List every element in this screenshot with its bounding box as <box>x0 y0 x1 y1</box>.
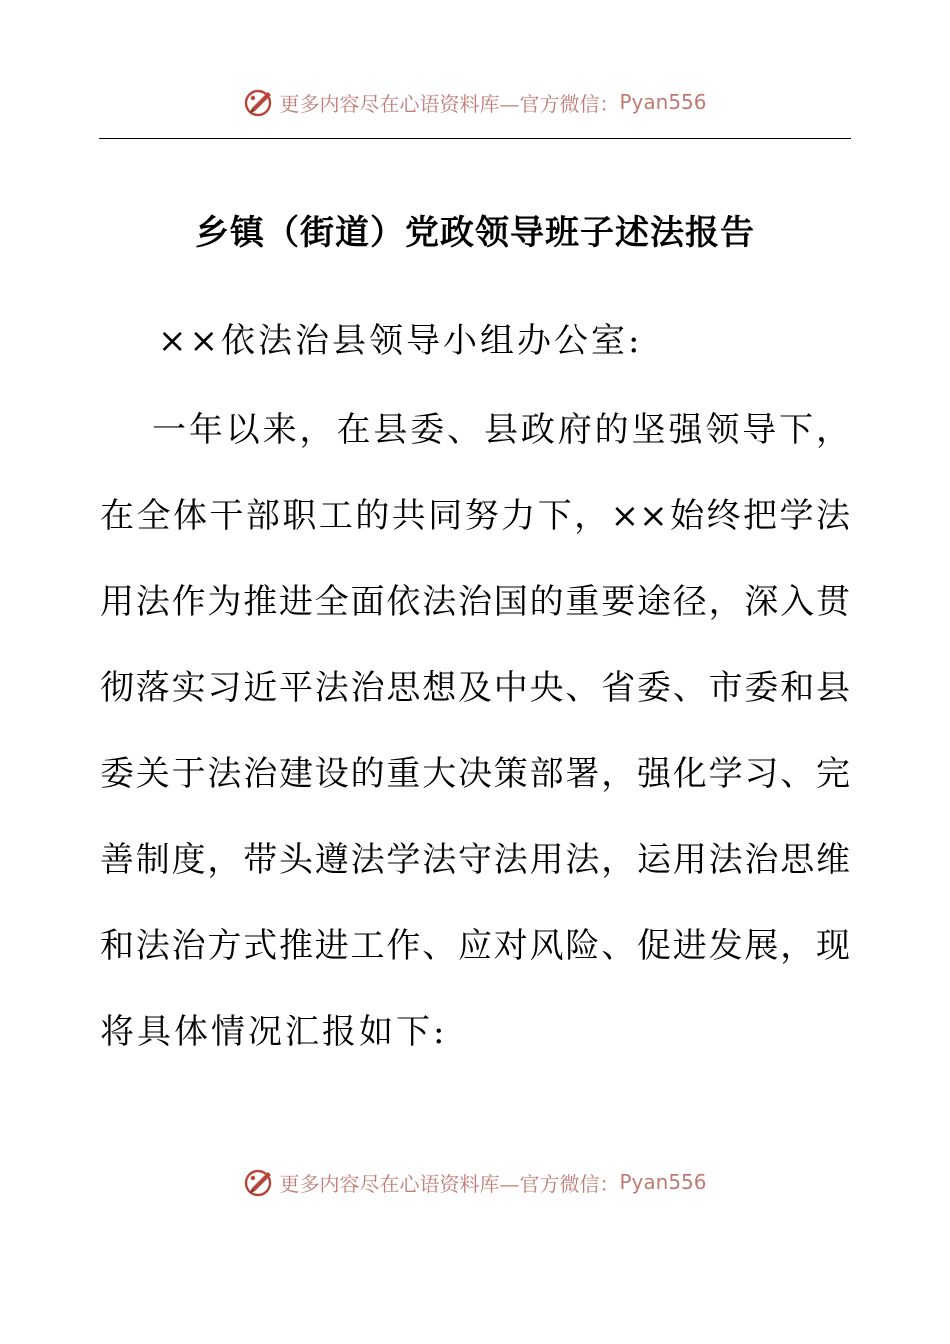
watermark-text: 更多内容尽在心语资料库—官方微信： <box>279 91 620 116</box>
body-line: 用法作为推进全面依法治国的重要途径，深入贯 <box>100 582 850 622</box>
body-line: 彻落实习近平法治思想及中央、省委、市委和县 <box>100 668 850 708</box>
body-line: 一年以来，在县委、县政府的坚强领导下， <box>152 410 850 450</box>
body-paragraph <box>100 387 850 1075</box>
watermark-wechat-id: Pyan556 <box>619 1170 707 1194</box>
body-line: 善制度，带头遵法学法守法用法，运用法治思维 <box>100 840 850 880</box>
salutation: ××依法治县领导小组办公室: <box>158 321 643 361</box>
body-line: 将具体情况汇报如下: <box>100 1012 448 1052</box>
pen-logo-icon <box>243 86 275 118</box>
footer-watermark <box>0 1162 950 1202</box>
document-title: 乡镇（街道）党政领导班子述法报告 <box>195 213 755 253</box>
watermark-text: 更多内容尽在心语资料库—官方微信： <box>279 1171 620 1196</box>
body-line: 和法治方式推进工作、应对风险、促进发展，现 <box>100 926 850 966</box>
body-line: 委关于法治建设的重大决策部署，强化学习、完 <box>100 754 850 794</box>
header-divider <box>99 138 851 139</box>
pen-logo-icon <box>243 1166 275 1198</box>
watermark-wechat-id: Pyan556 <box>619 90 707 114</box>
body-line: 在全体干部职工的共同努力下，××始终把学法 <box>100 496 850 536</box>
header-watermark <box>0 82 950 122</box>
